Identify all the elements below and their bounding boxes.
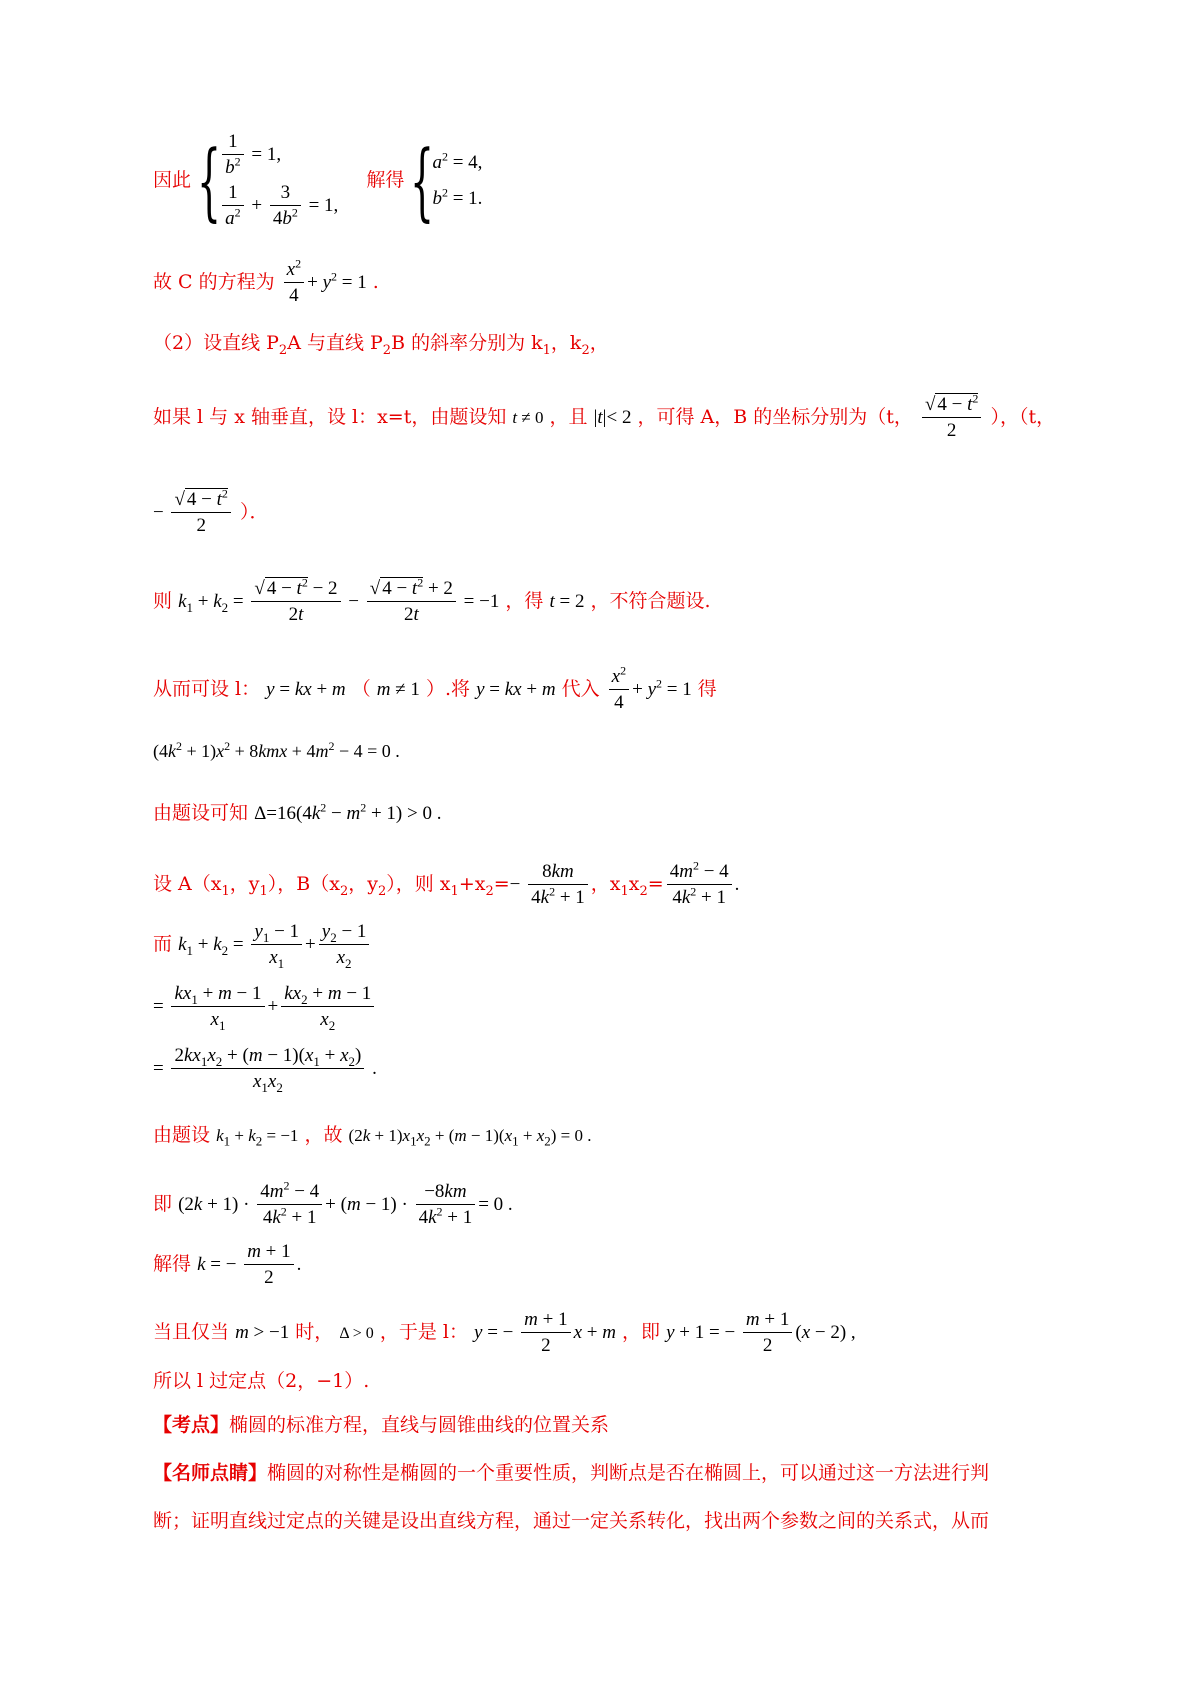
slope-expression-1: 而 $k_1 + k_2$ = $\frac{y_1 - 1}{x_1}$ + $\frac{y_2 - 1}{x_2}$ <box>153 920 372 971</box>
vertical-case-line: 如果 l 与 x 轴垂直，设 l：x=t，由题设知 t ≠ 0 ，且 |t|< 2 ，可得 A，B 的坐标分别为（t， $\frac{√ 4 - t^2}{2}$ ），（t， <box>153 391 1056 441</box>
text-vieta-e: ），则 x <box>386 872 451 895</box>
text-vertical-a: 如果 l 与 x 轴垂直，设 l：x=t，由题设知 <box>153 405 507 428</box>
text-fixed-point: 所以 l 过定点（2，−1）. <box>153 1370 370 1392</box>
kaodian-tag: 【考点】 <box>153 1414 230 1436</box>
substitution-line: 即 (2k + 1) · $\frac{4m^2 - 4}{4k^2 + 1}$ + (m − 1) · $\frac{-8km}{4k^2 + 1}$ = 0 . <box>153 1178 513 1228</box>
text-when: 时， <box>295 1320 334 1343</box>
dianjing-text-2: 断；证明直线过定点的关键是设出直线方程，通过一定关系转化，找出两个参数之间的关系式，从而 <box>153 1510 990 1532</box>
text-vieta-g: = <box>493 872 510 895</box>
text-not-fit: ，不符合题设. <box>590 589 711 612</box>
dianjing-line-1 <box>153 1460 989 1486</box>
text-get: 得 <box>697 677 717 700</box>
text-vieta-d: ，y <box>348 872 378 895</box>
text-paren-open: （ <box>351 677 371 700</box>
dianjing-tag: 【名师点睛】 <box>153 1462 268 1484</box>
text-vieta-b: ，y <box>229 872 260 895</box>
dianjing-text-1: 椭圆的对称性是椭圆的一个重要性质，判断点是否在椭圆上，可以通过这一方法进行判 <box>267 1462 990 1484</box>
quadratic-line: $(4k^2 + 1)x^2 + 8kmx + 4m^2 - 4 = 0$ . <box>153 739 400 761</box>
text-iff: 当且仅当 <box>153 1320 230 1343</box>
text-vertical-c: ，可得 A，B 的坐标分别为（t， <box>637 405 913 428</box>
text-de: ，得 <box>505 589 544 612</box>
text-substitute: 代入 <box>561 677 600 700</box>
equation-line-2: 故 C 的方程为 $\frac{x^2}{4}$ + $y^2 = 1$ . <box>153 256 379 306</box>
slope-expression-3: = $\frac{2kx_1x_2 + (m - 1)(x_1 + x_2)}{x_1x_2}$ . <box>153 1045 377 1095</box>
set-line: 从而可设 l： y = kx + m （ m ≠ 1 ）.将 y = kx + m 代入 $\frac{x^2}{4}$ + $y^2 = 1$ 得 <box>153 663 717 713</box>
text-jiede: 解得 <box>366 169 405 191</box>
slope-sum-line: 则 $k_1 + k_2$ = $\frac{√ 4 - t^2 - 2}{2t}$ − $\frac{√ 4 - t^2 + 2}{2t}$ = −1 ，得 t = 2 ，不符合题设. <box>153 575 711 625</box>
text-c-equation: 故 C 的方程为 <box>153 270 275 293</box>
kaodian-text: 椭圆的标准方程，直线与圆锥曲线的位置关系 <box>229 1414 610 1436</box>
text-set-l: 从而可设 l： <box>153 677 261 700</box>
left-brace-2: { <box>410 132 435 230</box>
text-part2-c: B 的斜率分别为 k <box>391 332 543 354</box>
text-er: 而 <box>153 932 173 955</box>
coord-line: − $\frac{√ 4 - t^2}{2}$ ）． <box>153 486 269 536</box>
text-vieta-f: +x <box>458 872 486 895</box>
discriminant-line: 由题设可知 $\Delta=16(4k^2 - m^2 + 1) > 0$ . <box>153 800 442 824</box>
kaodian-line <box>153 1412 609 1438</box>
slope-expression-2: = $\frac{kx_1 + m - 1}{x_1}$ + $\frac{kx_2 + m - 1}{x_2}$ <box>153 982 377 1033</box>
text-ji: 即 <box>153 1192 173 1215</box>
solve-k-line: 解得 k = − $\frac{m + 1}{2}$ . <box>153 1241 302 1288</box>
ellipse-equation: $\frac{x^2}{4}$ + $y^2 = 1$ <box>281 272 367 293</box>
dianjing-line-2 <box>153 1508 989 1534</box>
text-vertical-b: ，且 <box>549 405 588 428</box>
text-part2-a: （2）设直线 P <box>153 332 279 354</box>
text-part2-d: ，k <box>550 332 582 354</box>
text-yinci: 因此 <box>153 169 192 191</box>
text-so-l: ，于是 l： <box>379 1320 468 1343</box>
text-solve: 解得 <box>153 1252 192 1275</box>
text-part2-b: A 与直线 P <box>287 332 383 354</box>
text-therefore: ，故 <box>304 1124 343 1146</box>
fixed-point-line <box>153 1368 369 1394</box>
text-discriminant: 由题设可知 <box>153 802 249 824</box>
text-vieta-j: = <box>647 872 664 895</box>
equation-system-2: $a^2 = 4$, $b^2 = 1$. <box>432 149 483 209</box>
text-coord-end: ）． <box>239 500 269 523</box>
system-line <box>153 130 482 232</box>
text-namely: ，即 <box>622 1320 661 1343</box>
text-vieta-i: x <box>628 872 640 895</box>
condition-line: 由题设 $k_1 + k_2 = -1$ ，故 $(2k + 1)x_1x_2 + (m - 1)(x_1 + x_2) = 0$ . <box>153 1124 592 1149</box>
text-vertical-d: ），（t， <box>990 405 1056 428</box>
line-equation-line: 当且仅当 m > −1 时， Δ > 0 ，于是 l： y = − $\frac{m + 1}{2}$ x + m ，即 y + 1 = − $\frac{m + 1}{2}$ (x − 2) , <box>153 1309 856 1356</box>
vieta-line: 设 $A(x_1$，$y_1$），$B(x_2$，$y_2$），则 $x_1+x_2=-$ $\frac{8km}{4k^2 + 1}$ ，$x_1x_2=$ $\frac{4m^2 - 4}{4k^2 + 1}$ . <box>153 858 740 908</box>
text-vieta-c: ），B（x <box>267 872 340 895</box>
text-ze: 则 <box>153 589 173 612</box>
text-by-condition: 由题设 <box>153 1124 211 1146</box>
text-paren-close: ）.将 <box>425 677 471 700</box>
part2-line: （2）设直线 $P_2A$ 与直线 $P_2B$ 的斜率分别为 $k_1$，$k_2$， <box>153 332 609 358</box>
equation-system-1: $\frac{1}{b^2}$ = 1, $\frac{1}{a^2}$ + $\frac{3}{4b^2}$ = 1, <box>219 130 338 232</box>
text-vieta-h: ，x <box>590 872 621 895</box>
text-vieta-a: 设 A（x <box>153 872 222 895</box>
left-brace: { <box>197 132 222 230</box>
